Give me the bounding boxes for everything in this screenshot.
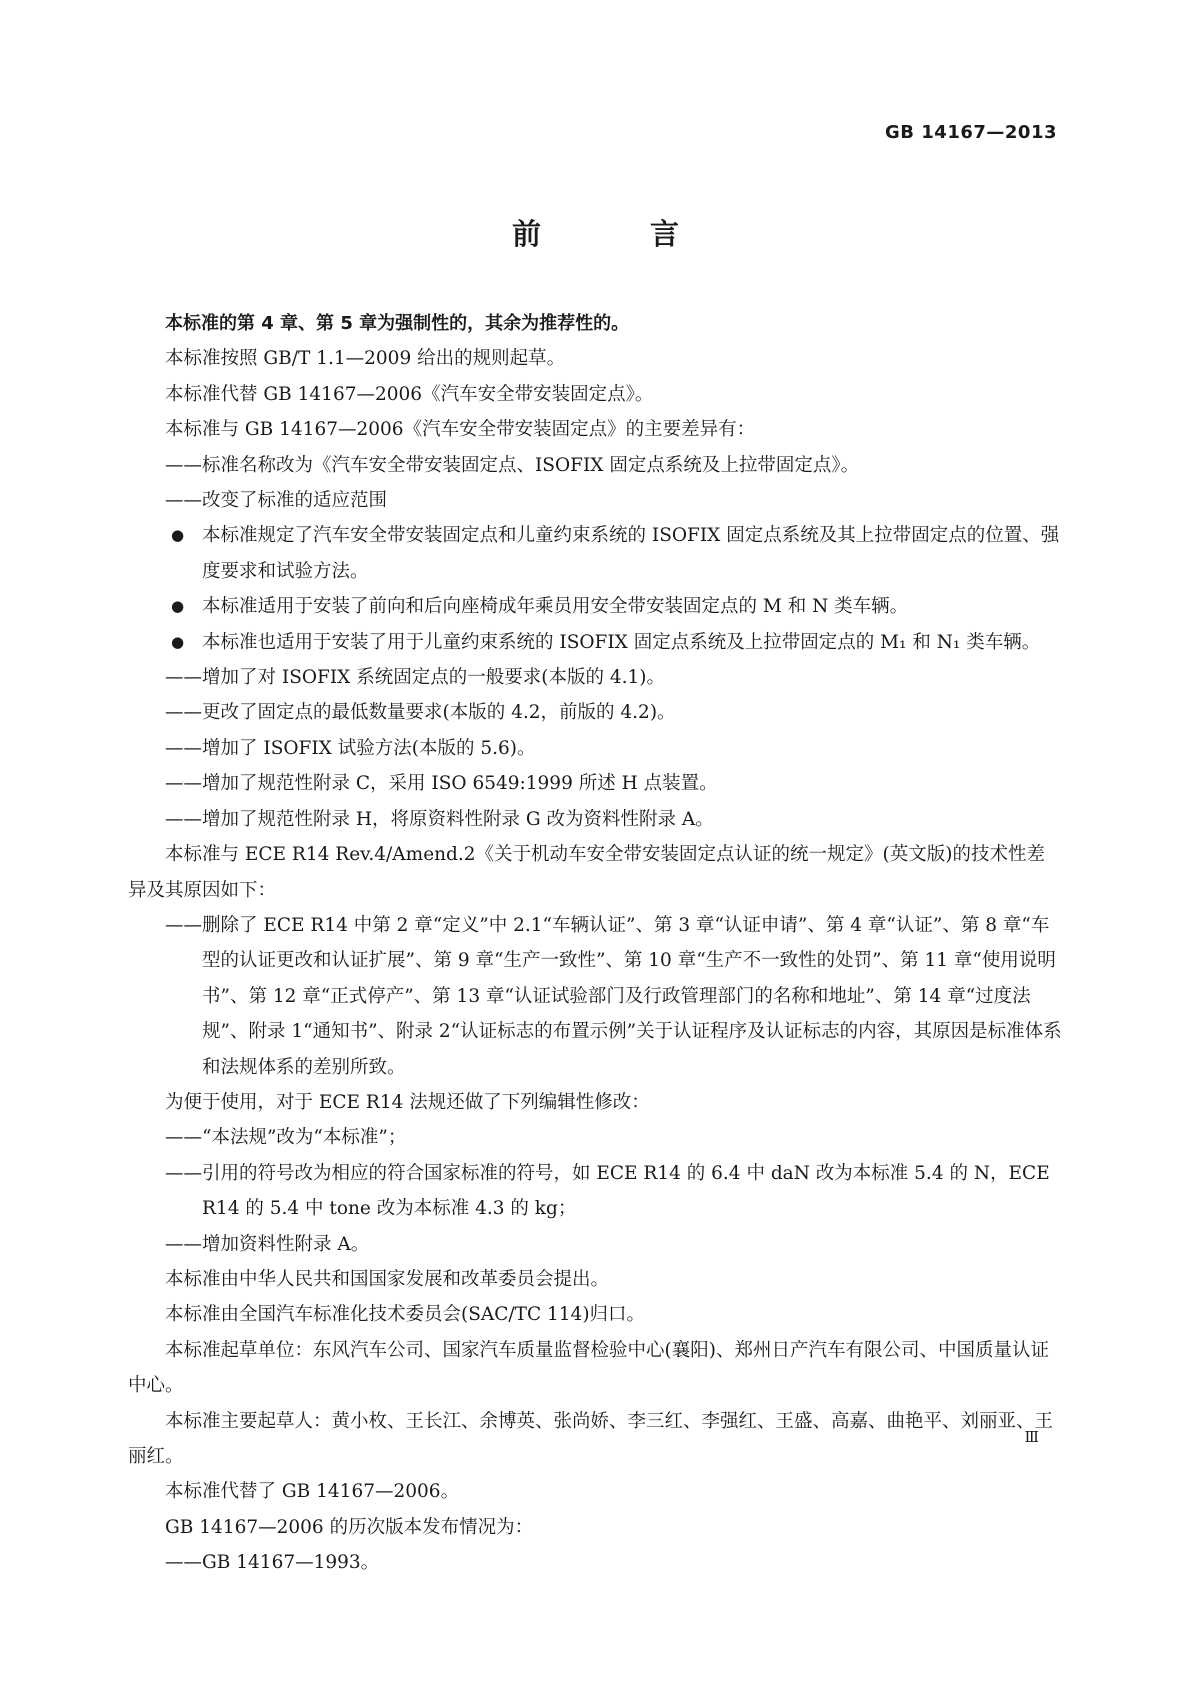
paragraph: 本标准代替 GB 14167—2006《汽车安全带安装固定点》。 bbox=[165, 383, 654, 405]
dash-item: ——删除了 ECE R14 中第 2 章“定义”中 2.1“车辆认证”、第 3 章“认证申请”、第 4 章“认证”、第 8 章“车型的认证更改和认证扩展”、第 9 章“生产一致性”、第 10 章“生产不一致性的处罚”、第 11 章“使用说明书”、第 12 章“正式停产”、第 13 章“认证试验部门及行政管理部门的名称和地址”、第 14 章“过度法规”、附录 1“通知书”、附录 2“认证标志的布置示例”关于认证程序及认证标志的内容，其原因是标准体系和法规体系的差别所致。 bbox=[165, 914, 1062, 1078]
dash-item: ——增加资料性附录 A。 bbox=[165, 1233, 370, 1255]
bullet-item bbox=[128, 625, 1063, 660]
dash-item: ——GB 14167—1993。 bbox=[165, 1552, 380, 1574]
dash-item: ——增加了对 ISOFIX 系统固定点的一般要求(本版的 4.1)。 bbox=[165, 667, 665, 689]
paragraph: 本标准由中华人民共和国国家发展和改革委员会提出。 bbox=[165, 1268, 610, 1290]
bullet-item bbox=[128, 589, 1063, 624]
dash-item: ——增加了规范性附录 H，将原资料性附录 G 改为资料性附录 A。 bbox=[165, 808, 714, 830]
bullet-icon: ● bbox=[171, 526, 185, 545]
dash-item: ——标准名称改为《汽车安全带安装固定点、ISOFIX 固定点系统及上拉带固定点》。 bbox=[165, 454, 860, 476]
paragraph: 本标准与 GB 14167—2006《汽车安全带安装固定点》的主要差异有： bbox=[165, 419, 756, 441]
bullet-icon: ● bbox=[171, 632, 185, 651]
dash-item: ——“本法规”改为“本标准”； bbox=[165, 1127, 407, 1149]
paragraph: 为便于使用，对于 ECE R14 法规还做了下列编辑性修改： bbox=[165, 1091, 650, 1113]
standard-number: GB 14167—2013 bbox=[885, 122, 1057, 143]
mandatory-clause-statement: 本标准的第 4 章、第 5 章为强制性的，其余为推荐性的。 bbox=[165, 313, 630, 334]
bullet-text: 本标准规定了汽车安全带安装固定点和儿童约束系统的 ISOFIX 固定点系统及其上拉带固定点的位置、强度要求和试验方法。 bbox=[202, 525, 1060, 582]
paragraph: 本标准由全国汽车标准化技术委员会(SAC/TC 114)归口。 bbox=[165, 1304, 646, 1326]
paragraph: 本标准代替了 GB 14167—2006。 bbox=[165, 1481, 460, 1503]
paragraph: GB 14167—2006 的历次版本发布情况为： bbox=[165, 1516, 534, 1538]
paragraph: 本标准与 ECE R14 Rev.4/Amend.2《关于机动车安全带安装固定点认证的统一规定》(英文版)的技术性差异及其原因如下： bbox=[128, 844, 1045, 901]
bullet-icon: ● bbox=[171, 597, 185, 616]
bullet-text: 本标准也适用于安装了用于儿童约束系统的 ISOFIX 固定点系统及上拉带固定点的 M₁ 和 N₁ 类车辆。 bbox=[202, 631, 1041, 653]
paragraph: 本标准按照 GB/T 1.1—2009 给出的规则起草。 bbox=[165, 348, 566, 370]
page-title: 前 言 bbox=[511, 217, 719, 251]
bullet-text: 本标准适用于安装了前向和后向座椅成年乘员用安全带安装固定点的 M 和 N 类车辆。 bbox=[202, 596, 909, 618]
paragraph: 本标准起草单位：东风汽车公司、国家汽车质量监督检验中心(襄阳)、郑州日产汽车有限公司、中国质量认证中心。 bbox=[128, 1339, 1049, 1397]
foreword-body bbox=[128, 306, 1063, 1581]
page-number: Ⅲ bbox=[1024, 1428, 1039, 1446]
dash-item: ——增加了 ISOFIX 试验方法(本版的 5.6)。 bbox=[165, 737, 536, 759]
dash-item: ——引用的符号改为相应的符合国家标准的符号，如 ECE R14 的 6.4 中 daN 改为本标准 5.4 的 N，ECE R14 的 5.4 中 tone 改为本标准 4.3 的 kg； bbox=[165, 1162, 1050, 1220]
paragraph: 本标准主要起草人：黄小枚、王长江、余博英、张尚娇、李三红、李强红、王盛、高嘉、曲艳平、刘丽亚、王丽红。 bbox=[128, 1410, 1054, 1467]
dash-item: ——更改了固定点的最低数量要求(本版的 4.2，前版的 4.2)。 bbox=[165, 702, 676, 724]
bullet-item bbox=[128, 518, 1063, 589]
dash-item: ——改变了标准的适应范围 bbox=[165, 490, 388, 512]
dash-item: ——增加了规范性附录 C，采用 ISO 6549:1999 所述 H 点装置。 bbox=[165, 773, 718, 795]
